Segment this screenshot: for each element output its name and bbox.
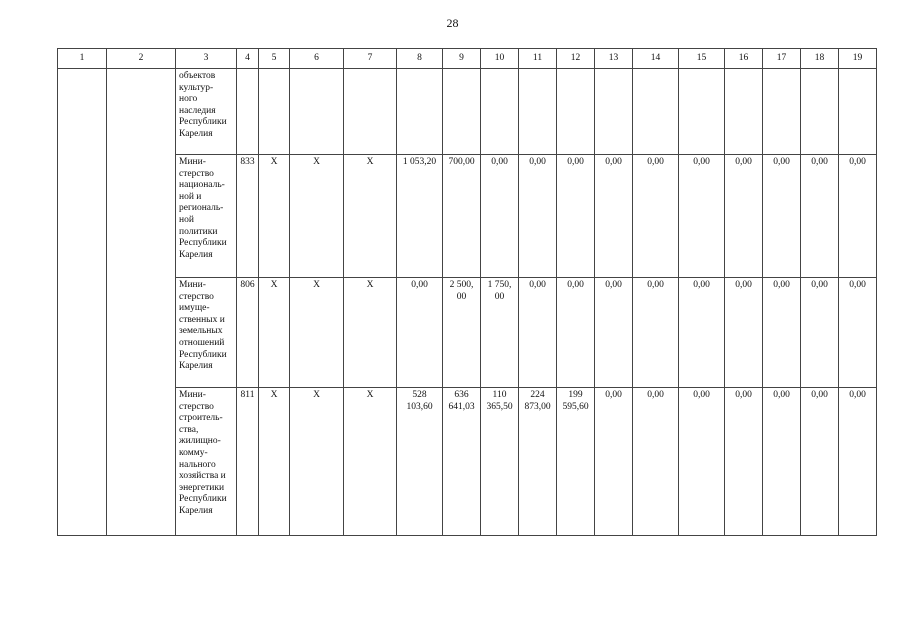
name-line: Республики — [179, 238, 227, 249]
name-line: Мини- — [179, 157, 206, 167]
name-line: Республики — [179, 349, 227, 360]
name-line: националь- — [179, 180, 225, 191]
name-line: Республики — [179, 117, 227, 128]
amount-cell: 0,00 — [725, 388, 763, 536]
header-cell: 10 — [481, 49, 519, 69]
amount-line: 00 — [494, 291, 505, 302]
amount-cell: 0,00 — [633, 388, 679, 536]
header-cell: 8 — [397, 49, 443, 69]
amount-cell: 0,00 — [633, 155, 679, 278]
admin-code-cell: 833 — [237, 155, 259, 278]
admin-code-cell: 811 — [237, 388, 259, 536]
name-line: региональ- — [179, 203, 224, 214]
table-cell — [237, 69, 259, 155]
name-line: наследия — [179, 105, 216, 116]
amount-cell — [481, 155, 519, 278]
amount-line: 0,00 — [567, 280, 584, 290]
amount-line: 1 750, — [487, 280, 512, 290]
amount-line: 00 — [456, 291, 467, 302]
table-cell: Х — [290, 155, 344, 278]
header-cell: 18 — [801, 49, 839, 69]
amount-line: 528 — [412, 390, 427, 400]
table-row — [58, 69, 877, 155]
name-line: Мини- — [179, 390, 206, 400]
amount-line: 641,03 — [448, 401, 475, 412]
header-cell: 15 — [679, 49, 725, 69]
amount-cell: 0,00 — [801, 278, 839, 388]
amount-cell: 0,00 — [763, 155, 801, 278]
header-cell: 17 — [763, 49, 801, 69]
header-cell: 6 — [290, 49, 344, 69]
table-cell — [801, 69, 839, 155]
amount-cell: 0,00 — [763, 278, 801, 388]
name-line: энергетики — [179, 482, 225, 493]
amount-cell — [397, 155, 443, 278]
amount-cell: 0,00 — [679, 155, 725, 278]
table-cell — [595, 69, 633, 155]
amount-cell: 0,00 — [725, 278, 763, 388]
amount-cell — [519, 155, 557, 278]
name-line: Карелия — [179, 361, 213, 372]
table-cell: Х — [259, 278, 290, 388]
amount-cell: 0,00 — [679, 388, 725, 536]
name-line: объектов — [179, 71, 216, 81]
header-cell: 13 — [595, 49, 633, 69]
amount-cell: 0,00 — [839, 278, 877, 388]
name-line: стерство — [179, 401, 214, 412]
table-row — [58, 155, 877, 278]
amount-cell — [443, 388, 481, 536]
header-cell: 2 — [107, 49, 176, 69]
name-line: Мини- — [179, 280, 206, 290]
amount-cell — [519, 278, 557, 388]
name-line: хозяйства и — [179, 471, 226, 482]
amount-cell: 0,00 — [595, 155, 633, 278]
amount-line: 0,00 — [529, 280, 546, 290]
table-cell — [481, 69, 519, 155]
amount-line: 873,00 — [524, 401, 551, 412]
table-cell — [259, 69, 290, 155]
header-cell: 14 — [633, 49, 679, 69]
header-cell: 4 — [237, 49, 259, 69]
amount-line: 636 — [454, 390, 469, 400]
name-line: Карелия — [179, 505, 213, 516]
name-line: отношений — [179, 337, 225, 348]
col1-cell — [58, 69, 107, 536]
name-line: строитель- — [179, 413, 223, 424]
header-cell: 1 — [58, 49, 107, 69]
table-cell — [679, 69, 725, 155]
name-line: политики — [179, 226, 218, 237]
amount-cell — [557, 388, 595, 536]
name-line: Карелия — [179, 128, 213, 139]
table-cell — [519, 69, 557, 155]
table-cell: Х — [344, 155, 397, 278]
header-cell: 16 — [725, 49, 763, 69]
table-cell: Х — [290, 278, 344, 388]
amount-line: 365,50 — [486, 401, 513, 412]
name-line: ства, — [179, 424, 199, 435]
table-row — [58, 388, 877, 536]
table-cell — [557, 69, 595, 155]
name-line: стерство — [179, 291, 214, 302]
amount-cell: 0,00 — [839, 388, 877, 536]
amount-cell — [557, 155, 595, 278]
amount-cell — [519, 388, 557, 536]
amount-line: 700,00 — [448, 157, 475, 167]
amount-cell — [481, 388, 519, 536]
amount-cell — [481, 278, 519, 388]
name-line: ной и — [179, 191, 202, 202]
name-line: культур- — [179, 82, 214, 93]
header-cell: 5 — [259, 49, 290, 69]
name-line: Республики — [179, 494, 227, 505]
header-row — [58, 49, 877, 69]
admin-code-cell: 806 — [237, 278, 259, 388]
name-line: ного — [179, 94, 198, 105]
amount-line: 2 500, — [449, 280, 474, 290]
amount-line: 199 — [568, 390, 583, 400]
header-cell: 3 — [176, 49, 237, 69]
budget-table — [57, 48, 877, 536]
header-cell: 7 — [344, 49, 397, 69]
amount-cell: 0,00 — [763, 388, 801, 536]
table-cell: Х — [344, 388, 397, 536]
table-cell: Х — [259, 388, 290, 536]
table-cell — [443, 69, 481, 155]
name-line: имуще- — [179, 303, 210, 314]
table-cell — [290, 69, 344, 155]
header-cell: 19 — [839, 49, 877, 69]
amount-cell: 0,00 — [801, 388, 839, 536]
amount-cell — [443, 278, 481, 388]
name-line: комму- — [179, 447, 208, 458]
amount-cell: 0,00 — [839, 155, 877, 278]
amount-line: 1 053,20 — [402, 157, 437, 167]
table-cell — [763, 69, 801, 155]
amount-line: 595,60 — [562, 401, 589, 412]
name-line: Карелия — [179, 249, 213, 260]
amount-cell — [397, 278, 443, 388]
table-cell: Х — [344, 278, 397, 388]
table-row — [58, 278, 877, 388]
name-line: земельных — [179, 326, 223, 337]
table-cell — [397, 69, 443, 155]
org-name-cell — [176, 278, 237, 388]
amount-cell: 0,00 — [595, 278, 633, 388]
amount-line: 0,00 — [567, 157, 584, 167]
name-line: нального — [179, 459, 216, 470]
table-cell — [344, 69, 397, 155]
page-number: 28 — [446, 16, 459, 30]
name-line: ной — [179, 214, 194, 225]
amount-cell: 0,00 — [801, 155, 839, 278]
header-cell: 12 — [557, 49, 595, 69]
table-cell — [725, 69, 763, 155]
name-line: ственных и — [179, 314, 225, 325]
table-cell: Х — [290, 388, 344, 536]
amount-cell — [443, 155, 481, 278]
org-name-cell — [176, 155, 237, 278]
amount-line: 0,00 — [529, 157, 546, 167]
amount-cell: 0,00 — [725, 155, 763, 278]
amount-line: 103,60 — [406, 401, 433, 412]
col2-cell — [107, 69, 176, 536]
org-name-cell — [176, 69, 237, 155]
name-line: жилищно- — [179, 436, 221, 447]
header-cell: 11 — [519, 49, 557, 69]
amount-line: 0,00 — [491, 157, 508, 167]
header-cell: 9 — [443, 49, 481, 69]
table-cell: Х — [259, 155, 290, 278]
amount-line: 110 — [492, 390, 507, 400]
amount-cell — [557, 278, 595, 388]
name-line: стерство — [179, 168, 214, 179]
amount-cell — [397, 388, 443, 536]
amount-cell: 0,00 — [679, 278, 725, 388]
org-name-cell — [176, 388, 237, 536]
amount-line: 0,00 — [411, 280, 428, 290]
amount-cell: 0,00 — [633, 278, 679, 388]
table-cell — [839, 69, 877, 155]
amount-line: 224 — [530, 390, 545, 400]
amount-cell: 0,00 — [595, 388, 633, 536]
table-cell — [633, 69, 679, 155]
